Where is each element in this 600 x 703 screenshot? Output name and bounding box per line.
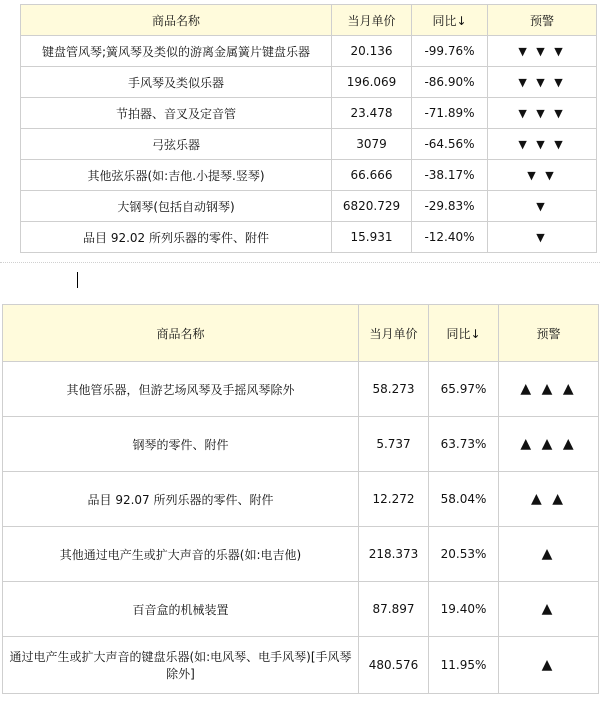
cell-yoy: 65.97% xyxy=(429,362,499,417)
cell-yoy: 19.40% xyxy=(429,582,499,637)
cell-price: 480.576 xyxy=(359,637,429,694)
cell-name: 百音盒的机械装置 xyxy=(3,582,359,637)
cell-name: 其他弦乐器(如:吉他.小提琴.竖琴) xyxy=(21,160,332,191)
cell-name: 手风琴及类似乐器 xyxy=(21,67,332,98)
down-warning-icon: ▼ ▼ ▼ xyxy=(488,98,597,129)
col-header-name[interactable]: 商品名称 xyxy=(21,5,332,36)
up-warning-icon: ▲ xyxy=(499,582,599,637)
cell-yoy: -71.89% xyxy=(412,98,488,129)
down-warning-icon: ▼ ▼ xyxy=(488,160,597,191)
cell-price: 23.478 xyxy=(332,98,412,129)
cell-name: 钢琴的零件、附件 xyxy=(3,417,359,472)
col-header-name[interactable]: 商品名称 xyxy=(3,305,359,362)
cell-price: 58.273 xyxy=(359,362,429,417)
cell-name: 其他通过电产生或扩大声音的乐器(如:电吉他) xyxy=(3,527,359,582)
cell-price: 218.373 xyxy=(359,527,429,582)
table-row xyxy=(3,472,599,527)
table-row xyxy=(3,527,599,582)
up-warning-icon: ▲ xyxy=(499,527,599,582)
table-row xyxy=(21,160,597,191)
up-warning-icon: ▲ ▲ xyxy=(499,472,599,527)
cell-yoy: 63.73% xyxy=(429,417,499,472)
col-header-yoy[interactable]: 同比↓ xyxy=(429,305,499,362)
up-warning-icon: ▲ xyxy=(499,637,599,694)
col-header-yoy[interactable]: 同比↓ xyxy=(412,5,488,36)
table-row xyxy=(21,98,597,129)
up-warning-icon: ▲ ▲ ▲ xyxy=(499,417,599,472)
col-header-price[interactable]: 当月单价 xyxy=(359,305,429,362)
down-warning-icon: ▼ ▼ ▼ xyxy=(488,129,597,160)
cell-price: 87.897 xyxy=(359,582,429,637)
cell-price: 196.069 xyxy=(332,67,412,98)
down-warning-icon: ▼ xyxy=(488,191,597,222)
col-header-warn[interactable]: 预警 xyxy=(499,305,599,362)
table-row xyxy=(21,36,597,67)
cell-yoy: -29.83% xyxy=(412,191,488,222)
col-header-price[interactable]: 当月单价 xyxy=(332,5,412,36)
cell-yoy: 20.53% xyxy=(429,527,499,582)
cell-price: 66.666 xyxy=(332,160,412,191)
page-divider xyxy=(0,262,600,264)
cell-name: 品目 92.02 所列乐器的零件、附件 xyxy=(21,222,332,253)
cell-price: 6820.729 xyxy=(332,191,412,222)
cell-price: 5.737 xyxy=(359,417,429,472)
table-row xyxy=(3,582,599,637)
table-row xyxy=(3,637,599,694)
cell-name: 通过电产生或扩大声音的键盘乐器(如:电风琴、电手风琴)[手风琴除外] xyxy=(3,637,359,694)
cell-price: 20.136 xyxy=(332,36,412,67)
table-header-row xyxy=(21,5,597,36)
cell-name: 节拍器、音叉及定音管 xyxy=(21,98,332,129)
down-warning-icon: ▼ ▼ ▼ xyxy=(488,67,597,98)
cell-yoy: -38.17% xyxy=(412,160,488,191)
cell-yoy: -64.56% xyxy=(412,129,488,160)
cell-name: 键盘管风琴;簧风琴及类似的游离金属簧片键盘乐器 xyxy=(21,36,332,67)
col-header-warn[interactable]: 预警 xyxy=(488,5,597,36)
price-increase-table xyxy=(2,304,599,694)
up-warning-icon: ▲ ▲ ▲ xyxy=(499,362,599,417)
table-row xyxy=(21,191,597,222)
table-header-row xyxy=(3,305,599,362)
cell-yoy: -99.76% xyxy=(412,36,488,67)
down-warning-icon: ▼ ▼ ▼ xyxy=(488,36,597,67)
cell-price: 15.931 xyxy=(332,222,412,253)
table-row xyxy=(21,129,597,160)
cell-yoy: 58.04% xyxy=(429,472,499,527)
table-row xyxy=(21,222,597,253)
cell-price: 3079 xyxy=(332,129,412,160)
cell-name: 大钢琴(包括自动钢琴) xyxy=(21,191,332,222)
cell-yoy: 11.95% xyxy=(429,637,499,694)
cell-name: 弓弦乐器 xyxy=(21,129,332,160)
table-row xyxy=(21,67,597,98)
table-row xyxy=(3,417,599,472)
price-decline-table xyxy=(20,4,597,253)
cell-yoy: -86.90% xyxy=(412,67,488,98)
cell-name: 品目 92.07 所列乐器的零件、附件 xyxy=(3,472,359,527)
cell-yoy: -12.40% xyxy=(412,222,488,253)
down-warning-icon: ▼ xyxy=(488,222,597,253)
text-cursor xyxy=(77,272,78,288)
table-row xyxy=(3,362,599,417)
cell-name: 其他管乐器，但游艺场风琴及手摇风琴除外 xyxy=(3,362,359,417)
cell-price: 12.272 xyxy=(359,472,429,527)
